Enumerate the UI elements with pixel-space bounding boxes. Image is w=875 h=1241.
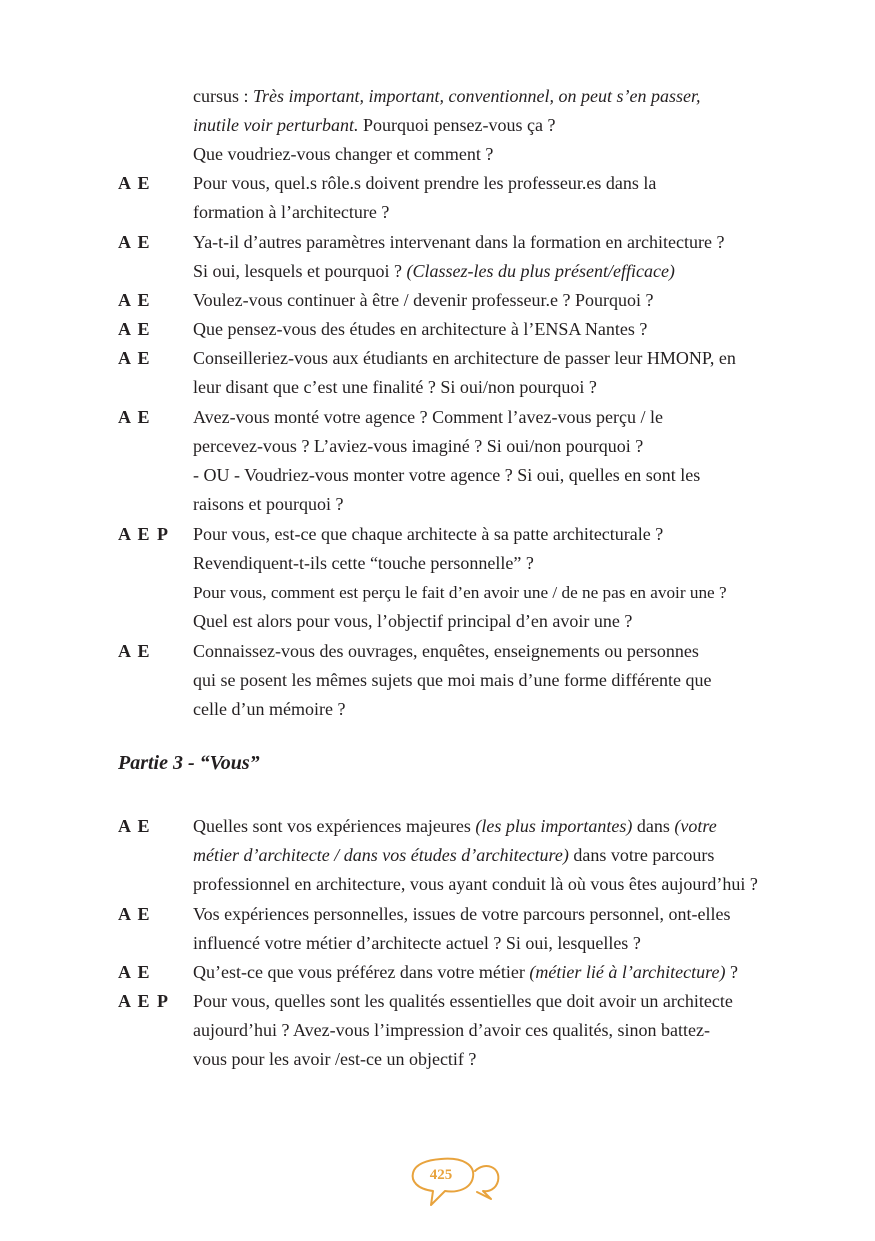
question-line: - OU - Voudriez-vous monter votre agence ? Si oui, quelles en sont les — [193, 465, 701, 485]
respondent-tag: A E — [118, 904, 152, 924]
intro-line-2: inutile voir perturbant. Pourquoi pensez-vous ça ? — [193, 115, 556, 135]
question-line: Que pensez-vous des études en architecture à l’ENSA Nantes ? — [193, 319, 648, 339]
respondent-tag: A E — [118, 407, 152, 427]
question-line: raisons et pourquoi ? — [193, 494, 344, 514]
question-line: Quelles sont vos expériences majeures (les plus importantes) dans (votre — [193, 816, 717, 836]
question-line: Pour vous, comment est perçu le fait d’en avoir une / de ne pas en avoir une ? — [193, 583, 727, 602]
question-line: Voulez-vous continuer à être / devenir professeur.e ? Pourquoi ? — [193, 290, 654, 310]
question-line: Vos expériences personnelles, issues de votre parcours personnel, ont-elles — [193, 904, 731, 924]
question-line: Pour vous, quelles sont les qualités essentielles que doit avoir un architecte — [193, 991, 733, 1011]
question-line: Pour vous, quel.s rôle.s doivent prendre les professeur.es dans la — [193, 173, 657, 193]
respondent-tag: A E — [118, 348, 152, 368]
question-line: Conseilleriez-vous aux étudiants en architecture de passer leur HMONP, en — [193, 348, 736, 368]
intro-line-1: cursus : Très important, important, conventionnel, on peut s’en passer, — [193, 86, 701, 106]
respondent-tag: A E — [118, 962, 152, 982]
question-line: celle d’un mémoire ? — [193, 699, 346, 719]
respondent-tag: A E P — [118, 524, 170, 544]
respondent-tag: A E — [118, 232, 152, 252]
question-line: Si oui, lesquels et pourquoi ? (Classez-les du plus présent/efficace) — [193, 261, 675, 281]
respondent-tag: A E — [118, 641, 152, 661]
respondent-tag: A E — [118, 816, 152, 836]
question-line: Pour vous, est-ce que chaque architecte à sa patte architecturale ? — [193, 524, 664, 544]
section-heading: Partie 3 - “Vous” — [118, 752, 260, 774]
question-line: Avez-vous monté votre agence ? Comment l’avez-vous perçu / le — [193, 407, 663, 427]
question-line: Connaissez-vous des ouvrages, enquêtes, enseignements ou personnes — [193, 641, 699, 661]
question-line: vous pour les avoir /est-ce un objectif ? — [193, 1049, 477, 1069]
question-line: qui se posent les mêmes sujets que moi mais d’une forme différente que — [193, 670, 712, 690]
question-line: métier d’architecte / dans vos études d’architecture) dans votre parcours — [193, 845, 715, 865]
question-line: influencé votre métier d’architecte actuel ? Si oui, lesquelles ? — [193, 933, 641, 953]
question-line: professionnel en architecture, vous ayant conduit là où vous êtes aujourd’hui ? — [193, 874, 758, 894]
question-line: leur disant que c’est une finalité ? Si oui/non pourquoi ? — [193, 377, 597, 397]
question-line: Ya-t-il d’autres paramètres intervenant dans la formation en architecture ? — [193, 232, 725, 252]
question-line: Qu’est-ce que vous préférez dans votre métier (métier lié à l’architecture) ? — [193, 962, 738, 982]
page-number: 425 — [429, 1167, 453, 1183]
respondent-tag: A E — [118, 173, 152, 193]
respondent-tag: A E — [118, 319, 152, 339]
respondent-tag: A E P — [118, 991, 170, 1011]
question-line: Revendiquent-t-ils cette “touche personnelle” ? — [193, 553, 534, 573]
intro-line-3: Que voudriez-vous changer et comment ? — [193, 144, 494, 164]
question-line: percevez-vous ? L’aviez-vous imaginé ? Si oui/non pourquoi ? — [193, 436, 644, 456]
question-line: aujourd’hui ? Avez-vous l’impression d’avoir ces qualités, sinon battez- — [193, 1020, 711, 1040]
question-line: Quel est alors pour vous, l’objectif principal d’en avoir une ? — [193, 611, 633, 631]
question-line: formation à l’architecture ? — [193, 202, 390, 222]
page-footer — [405, 1155, 505, 1217]
respondent-tag: A E — [118, 290, 152, 310]
speech-bubbles-icon — [405, 1155, 505, 1217]
